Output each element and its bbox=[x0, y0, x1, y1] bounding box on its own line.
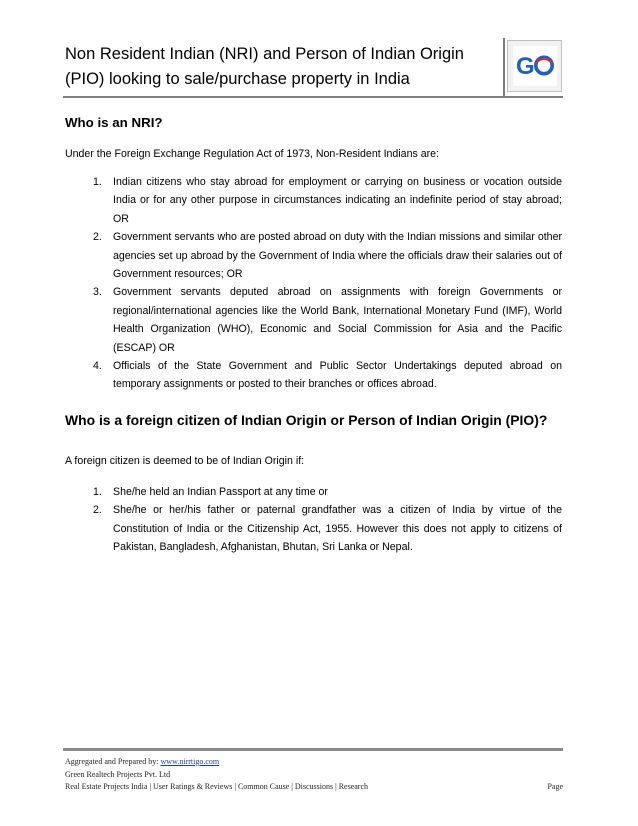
document-title bbox=[65, 42, 495, 92]
nri-list bbox=[65, 173, 562, 394]
title-line-1: Non Resident Indian (NRI) and Person of Indian Origin bbox=[65, 45, 464, 63]
pio-heading: Who is a foreign citizen of Indian Origin or Person of Indian Origin (PIO)? bbox=[65, 412, 548, 428]
pio-list bbox=[65, 483, 562, 557]
svg-text:G: G bbox=[516, 53, 535, 80]
list-item: 3. Government servants deputed abroad on assignments with foreign Governments or regional/international agencies like the World Bank, International Monetary Fund (IMF), World Health Organization (WHO), Economic and Social Commission for Asia and the Pacific (ESCAP) OR bbox=[93, 286, 562, 354]
list-item: 1. She/he held an Indian Passport at any time or bbox=[93, 486, 328, 498]
pio-intro: A foreign citizen is deemed to be of Indian Origin if: bbox=[65, 455, 305, 467]
header-divider bbox=[63, 96, 563, 98]
footer-prepared-line bbox=[65, 756, 563, 768]
footer-divider bbox=[63, 748, 563, 751]
list-item: 4. Officials of the State Government and Public Sector Undertakings deputed abroad on temporary assignments or posted to their branches or offices abroad. bbox=[93, 360, 562, 391]
footer-prepared-label: Aggregated and Prepared by: bbox=[65, 757, 161, 766]
list-item: 2. Government servants who are posted abroad on duty with the Indian missions and similar other agencies set up abroad by the Government of India where the officials draw their salaries out of Government resources; OR bbox=[93, 231, 562, 281]
nri-intro: Under the Foreign Exchange Regulation Act of 1973, Non-Resident Indians are: bbox=[65, 148, 439, 160]
footer-tagline: Real Estate Projects India | User Ratings & Reviews | Common Cause | Discussions | Research bbox=[65, 782, 369, 791]
footer-tagline-line bbox=[65, 781, 563, 793]
footer-page-label: Page bbox=[547, 782, 563, 791]
logo-frame bbox=[507, 40, 562, 92]
header-vertical-divider bbox=[503, 38, 505, 97]
footer-website-link[interactable]: www.nirrtigo.com bbox=[160, 757, 220, 766]
footer-company: Green Realtech Projects Pvt. Ltd bbox=[65, 770, 171, 779]
nri-heading: Who is an NRI? bbox=[65, 115, 163, 130]
go-logo-icon bbox=[513, 46, 557, 86]
go-logo-graphic bbox=[515, 51, 555, 81]
list-item: 1. Indian citizens who stay abroad for employment or carrying on business or vocation outside India or for any other purpose in circumstances indicating an indefinite period of stay abroad; OR bbox=[93, 176, 562, 225]
title-line-2: (PIO) looking to sale/purchase property in India bbox=[65, 70, 410, 88]
list-item: 2. She/he or her/his father or paternal grandfather was a citizen of India by virtue of the Constitution of India or the Citizenship Act, 1955. However this does not apply to citizens of Pakistan, Bangladesh, Afghanistan, Bhutan, Sri Lanka or Nepal. bbox=[93, 504, 562, 554]
